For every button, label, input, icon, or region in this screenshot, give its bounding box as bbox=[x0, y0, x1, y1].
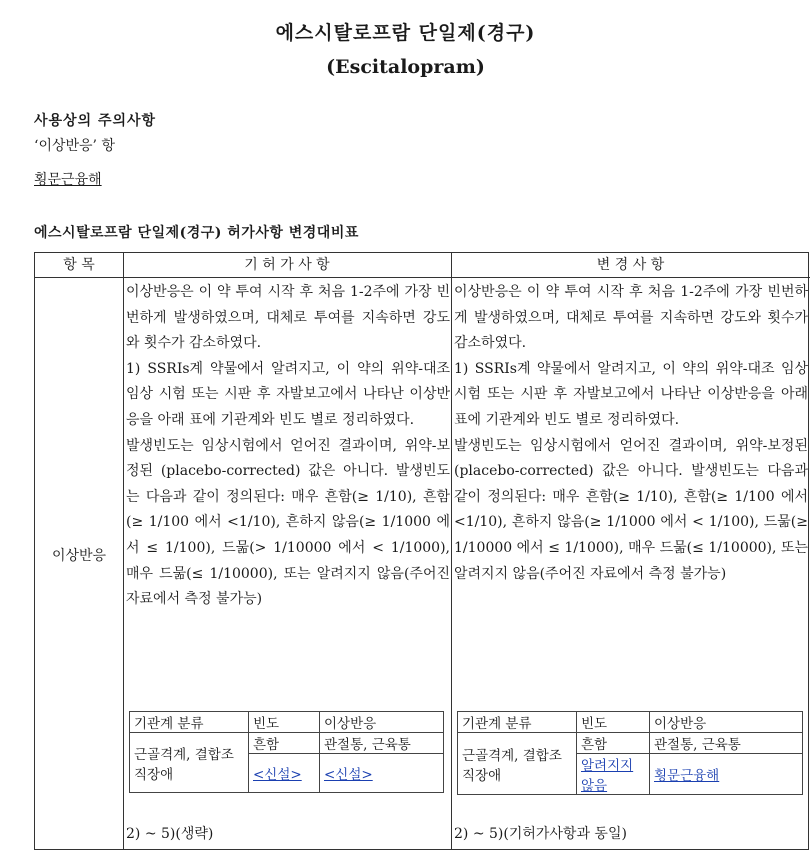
section-subheading: ‘이상반응’ 항 bbox=[34, 138, 115, 154]
new-adverse-event: 횡문근융해 bbox=[654, 768, 720, 784]
comparison-table bbox=[34, 252, 809, 850]
change-footer: 2) ~ 5)(기허가사항과 동일) bbox=[454, 826, 627, 842]
paragraph: 1) SSRIs계 약물에서 알려지고, 이 약의 위약-대조 임상 시험 또는 시판 후 자발보고에서 나타난 이상반응을 아래 표에 기관계와 빈도 별로 정리하였다. bbox=[126, 360, 450, 428]
inner-header: 기관계 분류 bbox=[458, 712, 577, 733]
inner-header: 이상반응 bbox=[320, 712, 444, 733]
inner-header: 기관계 분류 bbox=[130, 712, 249, 733]
section-heading: 사용상의 주의사항 bbox=[34, 113, 157, 129]
header-item: 항 목 bbox=[35, 253, 123, 278]
paragraph: 1) SSRIs계 약물에서 알려지고, 이 약의 위약-대조 임상 시험 또는 시판 후 자발보고에서 나타난 이상반응을 아래 표에 기관계와 빈도 별로 정리하였다. bbox=[454, 360, 808, 428]
paragraph: 발생빈도는 임상시험에서 얻어진 결과이며, 위약-보정된 (placebo-corrected) 값은 아니다. 발생빈도는 다음과 같이 정의된다: 매우 흔함(≥ 1/10), 흔함(≥ 1/100 에서 <1/10), 흔하지 않음(≥ 1/1000 에서 < 1/100), 드묾(≥ 1/10000 에서 ≤ 1/1000), 매우 드묾(≤ 1/10000), 또는 알려지지 않음(주어진 자료에서 측정 불가능) bbox=[454, 437, 808, 582]
inner-header: 이상반응 bbox=[650, 712, 803, 733]
organ-class: 근골격계, 결합조직장애 bbox=[458, 733, 577, 795]
previous-text bbox=[126, 280, 450, 613]
new-entry-marker: <신설> bbox=[324, 767, 373, 783]
document-subtitle: (Escitalopram) bbox=[326, 56, 485, 78]
previous-footer: 2) ~ 5)(생략) bbox=[126, 826, 214, 842]
paragraph: 이상반응은 이 약 투여 시작 후 처음 1-2주에 가장 빈번하게 발생하였으며, 대체로 투여를 지속하면 강도와 횟수가 감소하였다. bbox=[126, 284, 450, 352]
header-change: 변 경 사 항 bbox=[451, 253, 810, 278]
change-text bbox=[454, 280, 808, 587]
paragraph: 발생빈도는 임상시험에서 얻어진 결과이며, 위약-보정된 (placebo-corrected) 값은 아니다. 발생빈도는 다음과 같이 정의된다: 매우 흔함(≥ 1/10), 흔함(≥ 1/100 에서 <1/10), 흔하지 않음(≥ 1/1000 에서 ≤ 1/100), 드묾(> 1/10000 에서 < 1/1000), 매우 드묾(≤ 1/10000), 또는 알려지지 않음(주어진 자료에서 측정 불가능) bbox=[126, 437, 450, 608]
new-entry-marker: <신설> bbox=[253, 767, 302, 783]
adverse-event-cell: 관절통, 근육통 bbox=[320, 733, 444, 754]
previous-ae-table bbox=[129, 711, 444, 793]
new-frequency: 알려지지 않음 bbox=[581, 758, 634, 794]
column-divider bbox=[451, 253, 452, 849]
frequency-cell: 흔함 bbox=[249, 733, 320, 754]
inner-header: 빈도 bbox=[249, 712, 320, 733]
frequency-cell: 흔함 bbox=[577, 733, 650, 754]
row-label: 이상반응 bbox=[51, 548, 107, 564]
document-title: 에스시탈로프람 단일제(경구) bbox=[275, 22, 536, 44]
change-ae-table bbox=[457, 711, 803, 795]
section-item: 횡문근융해 bbox=[34, 172, 102, 188]
organ-class: 근골격계, 결합조직장애 bbox=[130, 733, 249, 793]
table-title: 에스시탈로프람 단일제(경구) 허가사항 변경대비표 bbox=[34, 225, 359, 241]
adverse-event-cell: 관절통, 근육통 bbox=[650, 733, 803, 754]
header-previous: 기 허 가 사 항 bbox=[123, 253, 451, 278]
inner-header: 빈도 bbox=[577, 712, 650, 733]
paragraph: 이상반응은 이 약 투여 시작 후 처음 1-2주에 가장 빈번하게 발생하였으며, 대체로 투여를 지속하면 강도와 횟수가 감소하였다. bbox=[454, 284, 808, 352]
column-divider bbox=[123, 253, 124, 849]
